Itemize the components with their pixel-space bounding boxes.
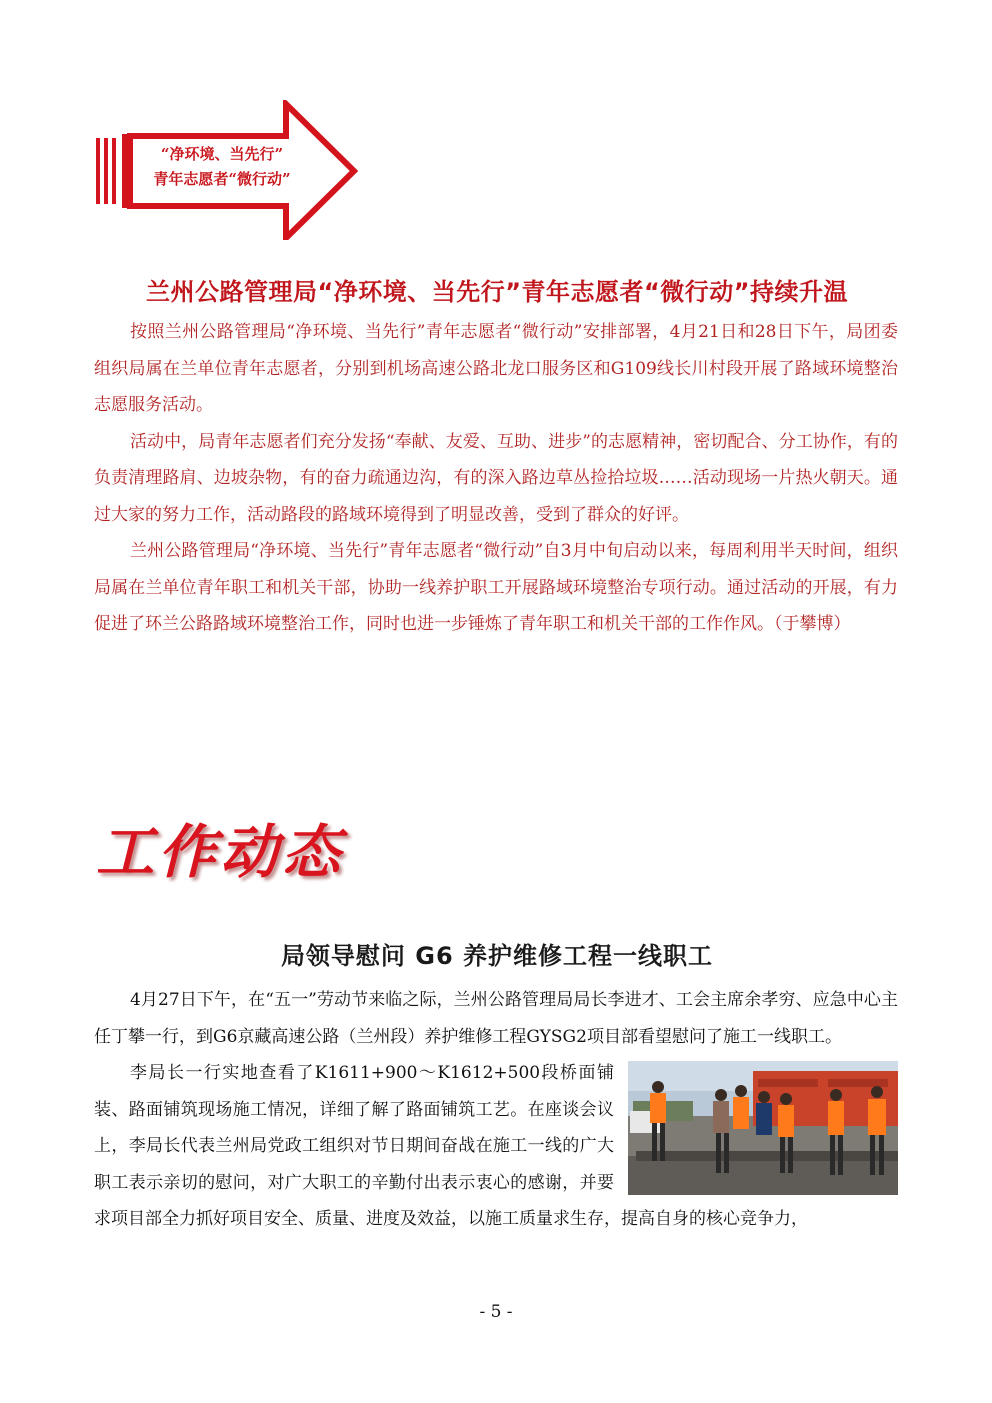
section-banner [92,100,358,240]
section-title: 工作动态 [96,818,345,886]
banner-line-2: 青年志愿者“微行动” [153,170,291,188]
paragraph: 活动中，局青年志愿者们充分发扬“奉献、友爱、互助、进步”的志愿精神，密切配合、分工协作，有的负责清理路肩、边坡杂物，有的奋力疏通边沟，有的深入路边草丛捡拾垃圾……活动现场一片热火朝天。通过大家的努力工作，活动路段的路域环境得到了明显改善，受到了群众的好评。 [94,431,898,525]
paragraph: 李局长一行实地查看了K1611+900～K1612+500段桥面铺装、路面铺筑现场施工情况，详细了解了路面铺筑工艺。在座谈会议上，李局长代表兰州局党政工组织对节日期间奋战在施工一线的广大职工表示亲切的慰问，对广大职工的辛勤付出表示衷心的感谢，并要求项目部全力抓好项目安全、质量、进度及效益，以施工质量求生存，提高自身的核心竞争力， [94,1063,808,1229]
page-number: - 5 - [479,1302,513,1322]
paragraph: 4月27日下午，在“五一”劳动节来临之际，兰州公路管理局局长李进才、工会主席余孝穷、应急中心主任丁攀一行，到G6京藏高速公路（兰州段）养护维修工程GYSG2项目部看望慰问了施工一线职工。 [94,990,898,1047]
paragraph: 兰州公路管理局“净环境、当先行”青年志愿者“微行动”自3月中旬启动以来，每周利用半天时间，组织局属在兰单位青年职工和机关干部，协助一线养护职工开展路域环境整治专项行动。通过活动的开展，有力促进了环兰公路路域环境整治工作，同时也进一步锤炼了青年职工和机关干部的工作作风。（于攀博） [94,541,898,634]
news-photo [628,1061,898,1195]
paragraph: 按照兰州公路管理局“净环境、当先行”青年志愿者“微行动”安排部署，4月21日和28日下午，局团委组织局属在兰单位青年志愿者，分别到机场高速公路北龙口服务区和G109线长川村段开展了路域环境整治志愿服务活动。 [94,322,898,415]
article-title: 兰州公路管理局“净环境、当先行”青年志愿者“微行动”持续升温 [145,278,849,306]
article-body-2 [94,982,898,1238]
article-title-2: 局领导慰问 G6 养护维修工程一线职工 [280,942,714,970]
article-body [94,314,898,643]
banner-text [132,142,312,192]
banner-line-1: “净环境、当先行” [160,145,284,163]
